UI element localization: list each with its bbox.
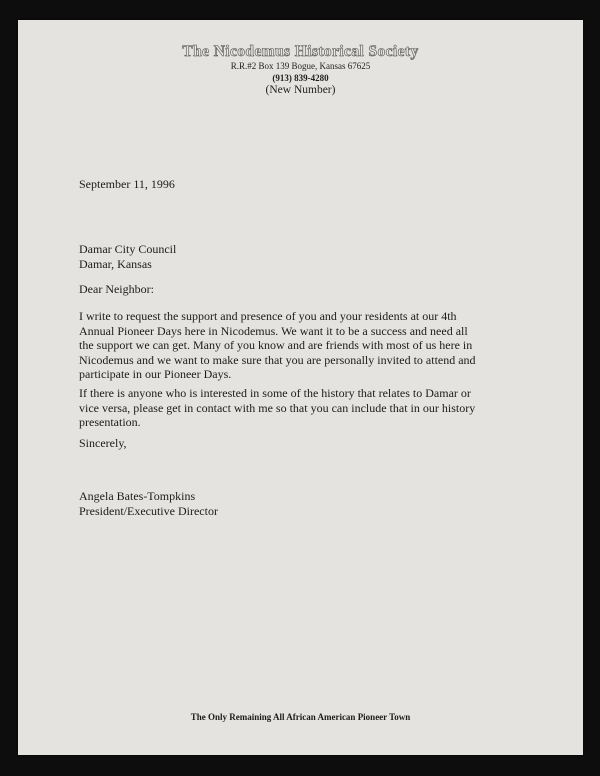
recipient-location: Damar, Kansas	[79, 256, 152, 271]
paragraph-line: participate in our Pioneer Days.	[79, 367, 232, 381]
paragraph-line: I write to request the support and presence of you and your residents at our 4th	[79, 309, 457, 323]
signer-title: President/Executive Director	[79, 503, 218, 518]
footer-tagline: The Only Remaining All African American Pioneer Town	[190, 712, 411, 722]
salutation: Dear Neighbor:	[79, 282, 154, 296]
organization-phone: (913) 839-4280	[272, 73, 329, 83]
closing: Sincerely,	[79, 436, 127, 450]
paragraph-line: Nicodemus and we want to make sure that you are personally invited to attend and	[79, 352, 476, 367]
recipient-block	[79, 242, 176, 271]
letter-page	[18, 20, 583, 755]
new-number-note: (New Number)	[265, 84, 336, 96]
organization-name: The Nicodemus Historical Society	[182, 43, 419, 60]
paragraph-line: Annual Pioneer Days here in Nicodemus. We want it to be a success and need all	[79, 323, 468, 338]
paragraph-line: the support we can get. Many of you know and are friends with most of us here in	[79, 338, 473, 352]
signature-block	[79, 489, 218, 518]
body-paragraph-1	[79, 309, 529, 382]
body-paragraph-2	[79, 386, 529, 430]
recipient-name: Damar City Council	[79, 242, 177, 256]
signer-name: Angela Bates-Tompkins	[79, 489, 196, 503]
organization-address: R.R.#2 Box 139 Bogue, Kansas 67625	[230, 61, 371, 71]
paragraph-line: vice versa, please get in contact with me so that you can include that in our history	[79, 400, 476, 415]
paragraph-line: If there is anyone who is interested in some of the history that relates to Damar or	[79, 386, 471, 400]
letter-date: September 11, 1996	[79, 177, 175, 191]
paragraph-line: presentation.	[79, 415, 141, 429]
